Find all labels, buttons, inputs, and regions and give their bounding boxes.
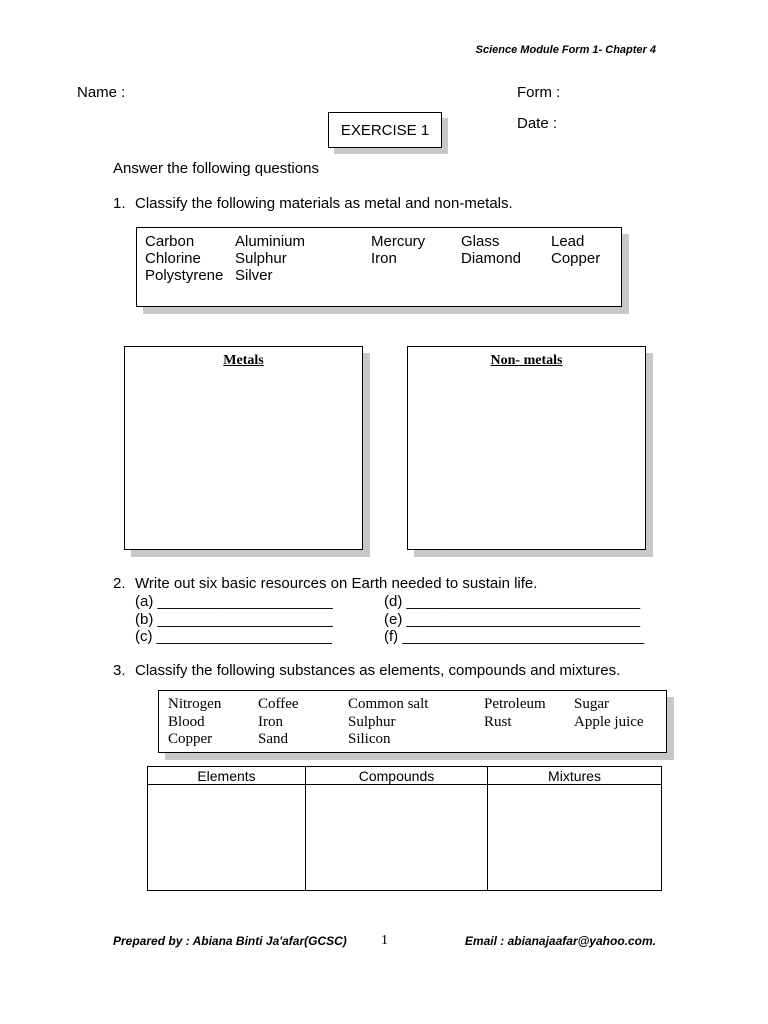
resource-blank[interactable]: (f) _____________________________ [384, 628, 645, 645]
resource-blank[interactable]: (a) _____________________ [135, 593, 333, 610]
question-1-number: 1. [113, 195, 126, 212]
substance-item: Iron [258, 713, 283, 730]
classification-table [147, 766, 662, 891]
question-3-text: Classify the following substances as elements, compounds and mixtures. [135, 662, 621, 679]
substances-box [158, 690, 667, 753]
material-item: Glass [461, 233, 500, 250]
elements-column-header: Elements [148, 767, 306, 785]
metals-heading: Metals [223, 353, 264, 368]
question-2-number: 2. [113, 575, 126, 592]
material-item: Aluminium [235, 233, 306, 250]
nonmetals-answer-box[interactable] [407, 346, 646, 550]
substance-item: Silicon [348, 731, 391, 747]
substance-item: Sulphur [348, 713, 396, 730]
exercise-title: EXERCISE 1 [340, 121, 430, 139]
substance-item: Apple juice [574, 713, 644, 730]
substance-item: Coffee [258, 696, 299, 712]
page-number: 1 [381, 933, 388, 948]
resource-blank[interactable]: (e) ____________________________ [384, 610, 641, 628]
prepared-by: Prepared by : Abiana Binti Ja'afar(GCSC) [113, 934, 347, 948]
material-item: Silver [235, 267, 273, 284]
exercise-title-box [328, 112, 442, 148]
substance-item: Rust [484, 713, 512, 730]
material-item: Iron [371, 250, 397, 267]
substance-item: Blood [168, 713, 205, 730]
question-2-text: Write out six basic resources on Earth needed to sustain life. [135, 575, 538, 592]
materials-row [145, 250, 621, 267]
materials-list [145, 233, 621, 284]
material-item: Sulphur [235, 250, 287, 267]
date-field-label: Date : [517, 115, 558, 132]
question-1-text: Classify the following materials as metal and non-metals. [135, 195, 513, 212]
material-item: Copper [551, 250, 601, 267]
substances-row [168, 731, 669, 749]
material-item: Diamond [461, 250, 522, 267]
materials-box [136, 227, 622, 307]
materials-row [145, 233, 621, 250]
substance-item: Sugar [574, 696, 609, 712]
resources-left-column [135, 593, 333, 646]
email: Email : abianajaafar@yahoo.com. [464, 934, 656, 948]
module-title: Science Module Form 1- Chapter 4 [475, 44, 656, 56]
material-item: Lead [551, 233, 585, 250]
material-item: Carbon [145, 233, 195, 250]
material-item: Polystyrene [145, 267, 224, 284]
substances-row [168, 714, 669, 732]
mixtures-column-header: Mixtures [488, 767, 662, 785]
material-item: Mercury [371, 233, 426, 250]
form-field-label: Form : [517, 84, 561, 101]
resources-right-column [384, 593, 644, 646]
substance-item: Petroleum [484, 696, 546, 712]
table-header-row [148, 767, 662, 785]
substance-item: Nitrogen [168, 696, 222, 712]
compounds-answer-cell[interactable] [306, 785, 488, 891]
instruction: Answer the following questions [113, 160, 319, 177]
resource-blank[interactable]: (b) _____________________ [135, 610, 333, 628]
resource-blank[interactable]: (d) ____________________________ [384, 593, 641, 610]
resource-blank[interactable]: (c) _____________________ [135, 628, 332, 645]
substances-list [168, 696, 669, 749]
nonmetals-heading: Non- metals [490, 353, 563, 368]
substance-item: Sand [258, 731, 288, 747]
table-answer-row [148, 785, 662, 891]
substances-row [168, 696, 669, 714]
question-3-number: 3. [113, 662, 126, 679]
metals-answer-box[interactable] [124, 346, 363, 550]
elements-answer-cell[interactable] [148, 785, 306, 891]
materials-row [145, 267, 621, 284]
substance-item: Copper [168, 731, 213, 747]
substance-item: Common salt [348, 696, 429, 712]
name-field-label: Name : [77, 84, 126, 101]
mixtures-answer-cell[interactable] [488, 785, 662, 891]
compounds-column-header: Compounds [306, 767, 488, 785]
material-item: Chlorine [145, 250, 201, 267]
